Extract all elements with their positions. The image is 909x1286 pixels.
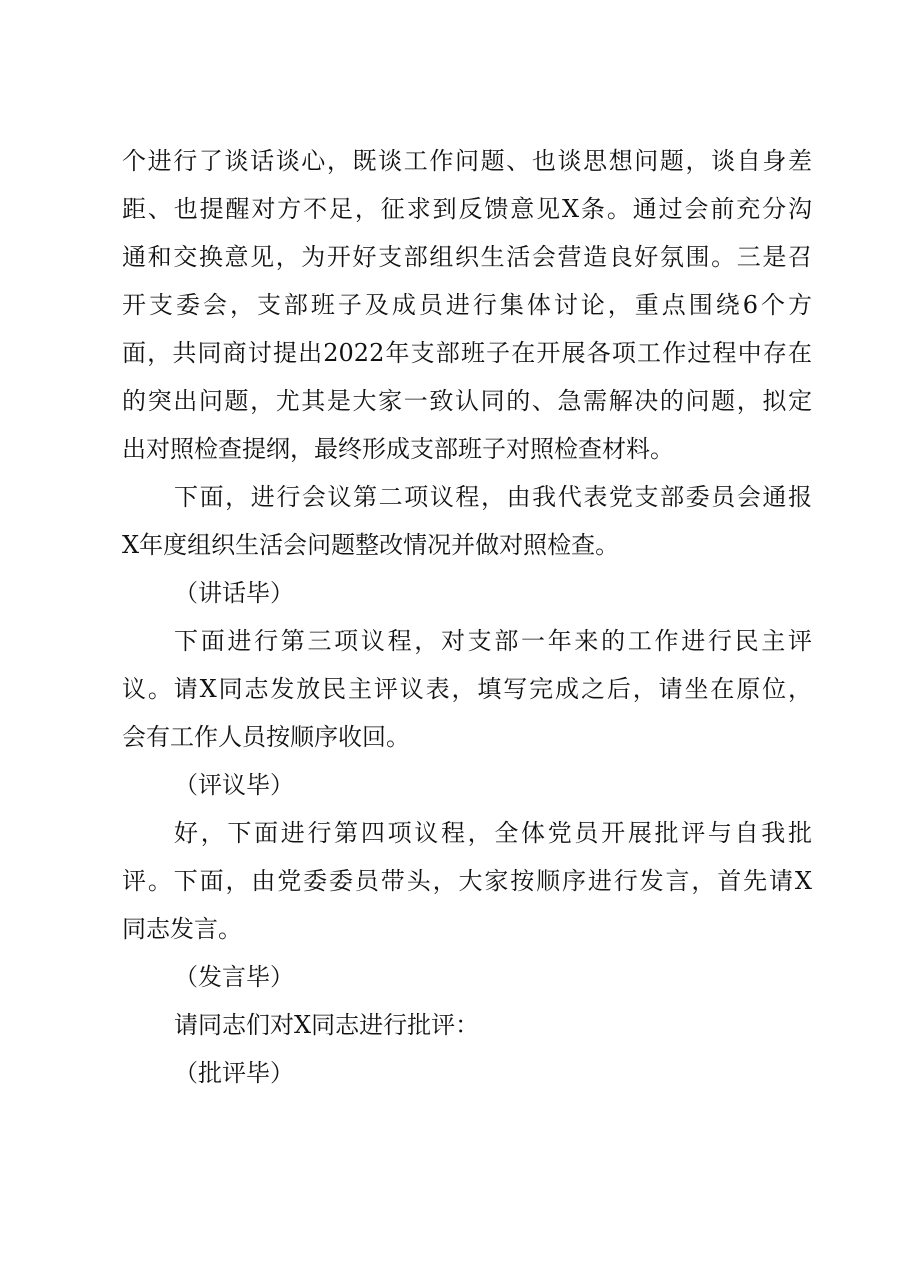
text-line: 通和交换意见，为开好支部组织生活会营造良好氛围。三是召 (122, 243, 812, 271)
paragraph-first-line: 下面进行第三项议程，对支部一年来的工作进行民主评 (174, 627, 812, 655)
text-line: 会有工作人员按顺序收回。 (122, 723, 410, 751)
text-line: 出对照检查提纲，最终形成支部班子对照检查材料。 (122, 435, 674, 463)
text-line: 面，共同商讨提出2022年支部班子在开展各项工作过程中存在 (122, 339, 812, 367)
document-body (122, 137, 812, 1097)
text-line: 议。请X同志发放民主评议表，填写完成之后，请坐在原位， (122, 675, 812, 703)
text-line: 的突出问题，尤其是大家一致认同的、急需解决的问题，拟定 (122, 387, 812, 415)
text-line: 开支委会，支部班子及成员进行集体讨论，重点围绕6个方 (122, 291, 812, 319)
text-line: X年度组织生活会问题整改情况并做对照检查。 (122, 531, 620, 559)
text-line: 同志发言。 (122, 915, 242, 943)
stage-note: （批评毕） (174, 1059, 294, 1087)
paragraph-first-line: 请同志们对X同志进行批评： (174, 1011, 480, 1039)
stage-note: （评议毕） (174, 771, 294, 799)
text-line: 距、也提醒对方不足，征求到反馈意见X条。通过会前充分沟 (122, 195, 812, 223)
text-line: 评。下面，由党委委员带头，大家按顺序进行发言，首先请X (122, 867, 812, 895)
stage-note: （讲话毕） (174, 579, 294, 607)
paragraph-first-line: 下面，进行会议第二项议程，由我代表党支部委员会通报 (174, 483, 812, 511)
stage-note: （发言毕） (174, 963, 294, 991)
text-line: 个进行了谈话谈心，既谈工作问题、也谈思想问题，谈自身差 (122, 147, 812, 175)
paragraph-first-line: 好，下面进行第四项议程，全体党员开展批评与自我批 (174, 819, 812, 847)
